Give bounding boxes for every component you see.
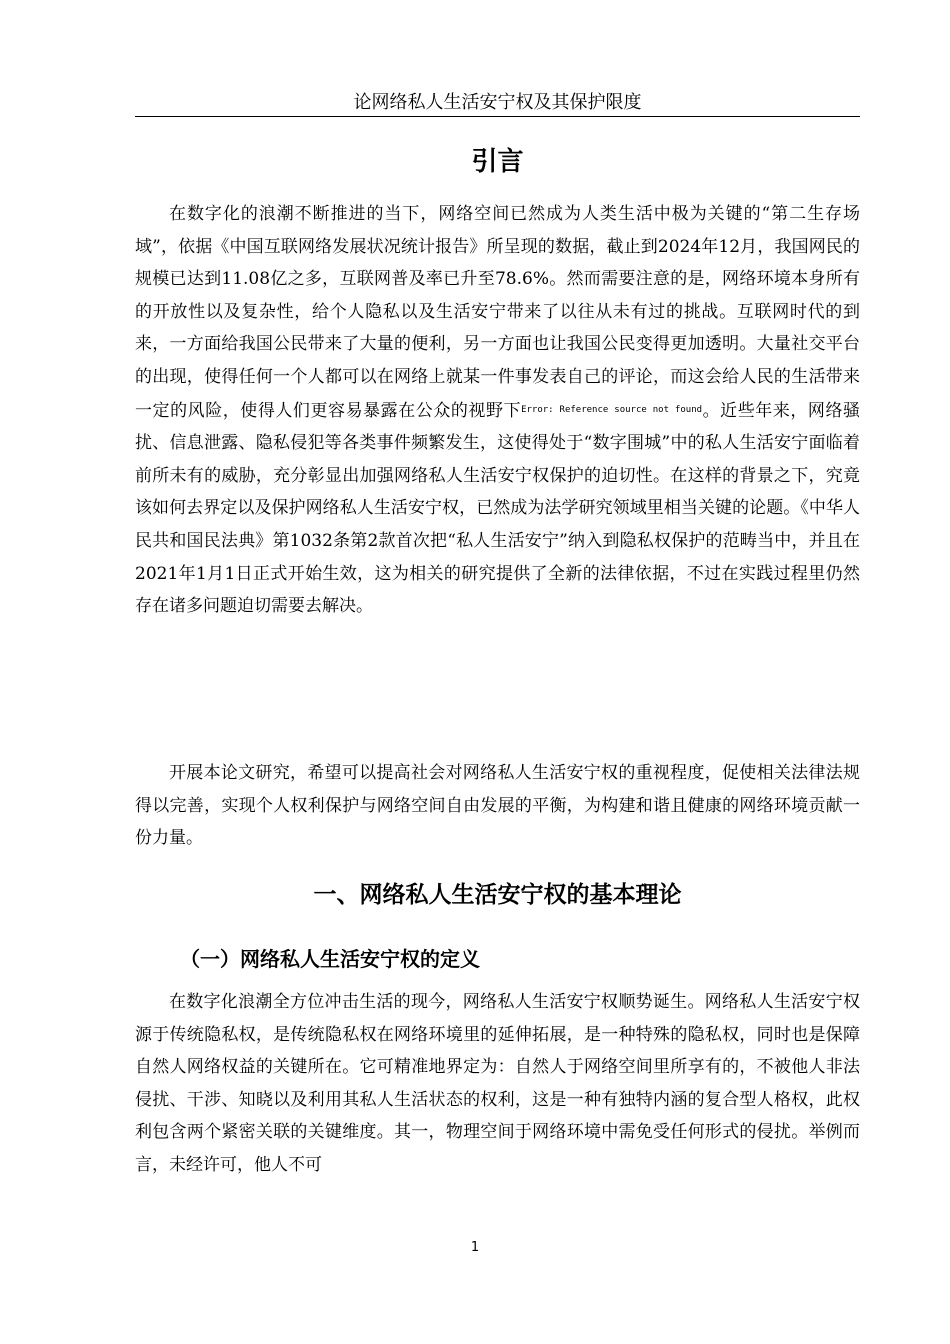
intro-p1-text-before-ref: 在数字化的浪潮不断推进的当下，网络空间已然成为人类生活中极为关键的“第二生存场域”，依据《中国互联网络发展状况统计报告》所呈现的数据，截止到2024年12月，我国网民的规模已达到11.08亿之多，互联网普及率已升至78.6%。然而需要注意的是，网络环境本身所有的开放性以及复杂性，给个人隐私以及生活安宁带来了以往从未有过的挑战。互联网时代的到来，一方面给我国公民带来了大量的便利，另一方面也让我国公民变得更加透明。大量社交平台的出现，使得任何一个人都可以在网络上就某一件事发表自己的评论，而这会给人民的生活带来一定的风险，使得人们更容易暴露在公众的视野下 bbox=[135, 204, 860, 421]
section-1-paragraph-1: 在数字化浪潮全方位冲击生活的现今，网络私人生活安宁权顺势诞生。网络私人生活安宁权源于传统隐私权，是传统隐私权在网络环境里的延伸拓展，是一种特殊的隐私权，同时也是保障自然人网络权益的关键所在。它可精准地界定为：自然人于网络空间里所享有的，不被他人非法侵扰、干涉、知晓以及利用其私人生活状态的权利，这是一种有独特内涵的复合型人格权，此权利包含两个紧密关联的关键维度。其一，物理空间于网络环境中需免受任何形式的侵扰。举例而言，未经许可，他人不可 bbox=[135, 992, 860, 1175]
chapter-1-heading: 一、网络私人生活安宁权的基本理论 bbox=[313, 882, 682, 908]
intro-p1-text-after-ref: 。近些年来，网络骚扰、信息泄露、隐私侵犯等各类事件频繁发生，这使得处于“数字围城”中的私人生活安宁面临着前所未有的威胁，充分彰显出加强网络私人生活安宁权保护的迫切性。在这样的背景之下，究竟该如何去界定以及保护网络私人生活安宁权，已然成为法学研究领域里相当关键的论题。《中华人民共和国民法典》第1032条第2款首次把“私人生活安宁”纳入到隐私权保护的范畴当中，并且在2021年1月1日正式开始生效，这为相关的研究提供了全新的法律依据，不过在实践过程里仍然存在诸多问题迫切需要去解决。 bbox=[135, 400, 861, 617]
reference-error-text: Error: Reference source not found bbox=[521, 404, 703, 415]
running-header-title: 论网络私人生活安宁权及其保护限度 bbox=[135, 92, 860, 117]
intro-heading: 引言 bbox=[471, 147, 524, 177]
section-1-heading: （一）网络私人生活安宁权的定义 bbox=[180, 947, 480, 971]
intro-paragraph-2: 开展本论文研究，希望可以提高社会对网络私人生活安宁权的重视程度，促使相关法律法规得以完善，实现个人权利保护与网络空间自由发展的平衡，为构建和谐且健康的网络环境贡献一份力量。 bbox=[135, 763, 860, 849]
page-number: 1 bbox=[470, 1240, 480, 1255]
intro-paragraph-1 bbox=[135, 198, 860, 623]
